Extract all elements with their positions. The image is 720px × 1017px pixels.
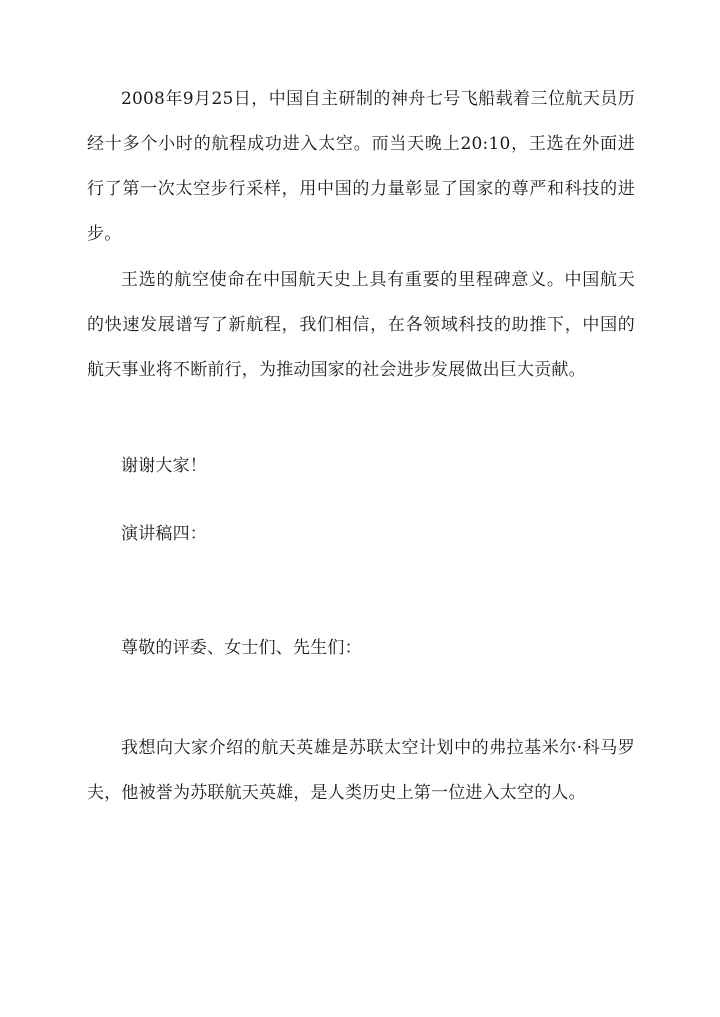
section-heading-speech-four: 演讲稿四： — [121, 524, 207, 544]
paragraph-greeting: 尊敬的评委、女士们、先生们： — [121, 638, 362, 658]
paragraph-milestone: 王选的航空使命在中国航天史上具有重要的里程碑意义。中国航天的快速发展谱写了新航程，我们相信，在各领域科技的助推下，中国的航天事业将不断前行，为推动国家的社会进步发展做出巨大贡献。 — [87, 270, 635, 380]
paragraph-thanks: 谢谢大家！ — [121, 456, 207, 476]
paragraph-komarov-intro: 我想向大家介绍的航天英雄是苏联太空计划中的弗拉基米尔·科马罗夫，他被誉为苏联航天英雄，是人类历史上第一位进入太空的人。 — [87, 738, 635, 803]
paragraph-shenzhou-seven: 2008年9月25日，中国自主研制的神舟七号飞船载着三位航天员历经十多个小时的航程成功进入太空。而当天晚上20:10，王选在外面进行了第一次太空步行采样，用中国的力量彰显了国家的尊严和科技的进步。 — [87, 89, 635, 244]
